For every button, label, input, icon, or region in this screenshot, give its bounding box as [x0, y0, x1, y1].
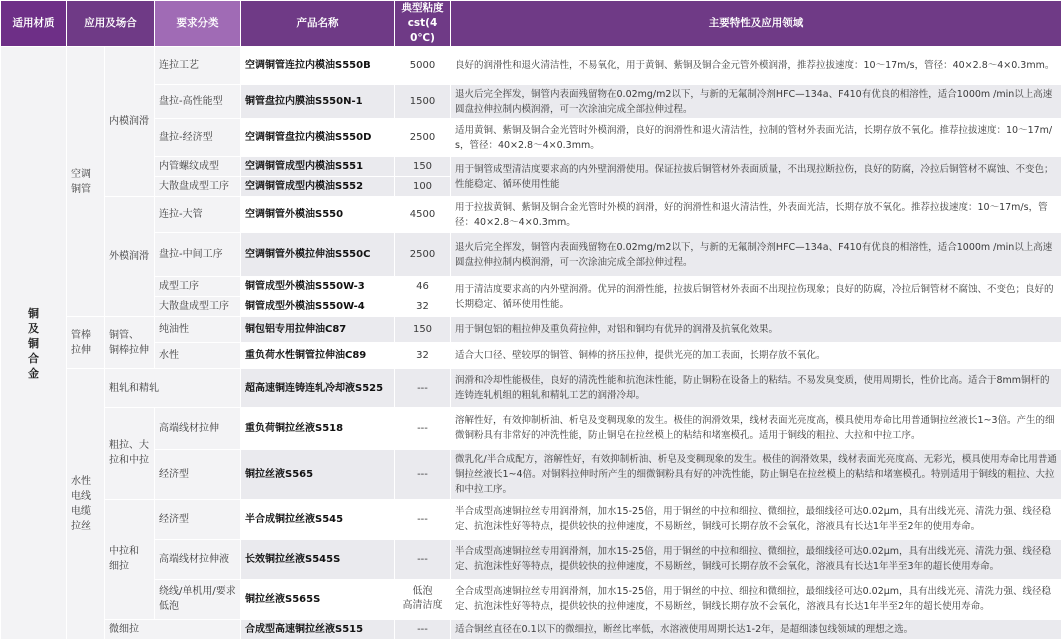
- product-name: 空调铜管盘拉内模油S550D: [241, 119, 395, 157]
- product-name: 铜管成型外模油S550W-4: [241, 297, 395, 317]
- feature-text: 润滑和冷却性能极佳，良好的清洗性能和抗泡沫性能，防止铜粉在设备上的粘结。不易发臭变质，使用周期长，性价比高。适合于8mm铜杆的连铸连轧机组的粗轧和精轧工艺的润滑冷却。: [451, 369, 1061, 407]
- header-application: 应用及场合: [67, 1, 155, 47]
- table-row: [1, 119, 1061, 157]
- product-name: 空调铜管外模拉伸油S550C: [241, 233, 395, 277]
- table-row: [1, 499, 1061, 539]
- viscosity-value: 1500: [395, 85, 451, 119]
- product-name: 重负荷铜拉丝液S518: [241, 407, 395, 449]
- group-coarse-drawing: 粗拉、大 拉和中拉: [105, 407, 155, 499]
- requirement-cell: 绕线/单机用/要求低泡: [155, 579, 241, 619]
- product-name: 半合成铜拉丝液S545: [241, 499, 395, 539]
- group-wire: 水性 电线 电缆 拉丝: [67, 369, 105, 640]
- requirement-cell: 高端线材拉伸: [155, 407, 241, 449]
- requirement-cell: 连拉-大管: [155, 197, 241, 233]
- product-name: 空调铜管外模油S550: [241, 197, 395, 233]
- table-row: [1, 539, 1061, 579]
- header-material: 适用材质: [1, 1, 67, 47]
- viscosity-value: 46: [395, 277, 451, 297]
- viscosity-value: 2500: [395, 233, 451, 277]
- group-outer-lubrication: 外模润滑: [105, 197, 155, 317]
- requirement-cell: 盘拉-经济型: [155, 119, 241, 157]
- requirement-cell: 盘拉-高性能型: [155, 85, 241, 119]
- table-row: [1, 233, 1061, 277]
- viscosity-value: ---: [395, 539, 451, 579]
- requirement-cell: 内管螺纹成型: [155, 157, 241, 177]
- feature-text: 适合铜丝直径在0.1以下的微细拉，断丝比率低，水溶液使用周期长达1-2年，是超细漆包线领域的理想之选。: [451, 619, 1061, 639]
- material-cell: 铜及铜合金: [1, 47, 67, 640]
- viscosity-value: 2500: [395, 119, 451, 157]
- viscosity-value: 32: [395, 297, 451, 317]
- requirement-cell: 盘拉-中间工序: [155, 233, 241, 277]
- feature-text: 用于拉拔黄铜、紫铜及铜合金光管时外模的润滑，好的润滑性和退火清洁性，外表面光洁，长期存放不氧化。推荐拉拔速度：10～17m/s，管径：40×2.8～4×0.3mm。: [451, 197, 1061, 233]
- viscosity-value: 32: [395, 343, 451, 369]
- feature-text: 微乳化/半合成配方，溶解性好，有效抑制析油、析皂及变稠现象的发生。极佳的润滑效果，线材表面光亮度高、无彩光，模具使用寿命比用普通铜拉丝液长1~4倍。对铜料拉伸时所产生的细微铜粉具有好的冲洗性能，防止铜皂在拉丝模上的粘结和堵塞模孔。特别适用于铜线的粗拉、大拉和中拉工序。: [451, 449, 1061, 499]
- table-row: [1, 47, 1061, 85]
- table-row: [1, 579, 1061, 619]
- table-row: [1, 407, 1061, 449]
- product-name: 铜拉丝液S565S: [241, 579, 395, 619]
- product-name: 长效铜拉丝液S545S: [241, 539, 395, 579]
- table-row: [1, 619, 1061, 639]
- table-row: [1, 369, 1061, 407]
- group-ac-tube: 空调 铜管: [67, 47, 105, 317]
- feature-text: 溶解性好，有效抑制析油、析皂及变稠现象的发生。极佳的润滑效果，线材表面光亮度高，模具使用寿命比用普通铜拉丝液长1~3倍。产生的细微铜粉具有非常好的冲洗性能，防止铜皂在拉丝模上的粘结和堵塞模孔。适用于铜线的粗拉、大拉和中拉工序。: [451, 407, 1061, 449]
- group-rod-sub: 铜管、 铜棒拉伸: [105, 317, 155, 369]
- feature-text: 半合成型高速铜拉丝专用润滑剂，加水15-25倍，用于铜丝的中拉和细拉、微细拉，最细线径可达0.02μm，具有出线光亮、清洗力强、线径稳定、抗泡沫性好等特点，提供较快的拉伸速度，不易断丝，铜线可长期存放不会氧化，溶液具有长达1年半至2年的使用寿命。: [451, 499, 1061, 539]
- product-name: 空调铜管成型内模油S552: [241, 177, 395, 197]
- group-mid-fine-drawing: 中拉和 细拉: [105, 499, 155, 619]
- feature-text: 半合成型高速铜拉丝专用润滑剂，加水15-25倍，用于铜丝的中拉和细拉、微细拉，最细线径可达0.02μm，具有出线光亮、清洗力强、线径稳定、抗泡沫性好等特点，提供较快的拉伸速度，不易断丝，铜线可长期存放不会氧化，溶液具有长达1年半至3年的超长使用寿命。: [451, 539, 1061, 579]
- table-row: [1, 317, 1061, 343]
- viscosity-value: ---: [395, 619, 451, 639]
- table-row: [1, 157, 1061, 177]
- viscosity-value: ---: [395, 407, 451, 449]
- viscosity-value: 4500: [395, 197, 451, 233]
- header-features: 主要特性及应用领域: [451, 1, 1061, 47]
- feature-text: 用于铜管成型清洁度要求高的内外壁润滑使用。保证拉拔后铜管材外表面质量，不出现拉断拉伤，良好的防腐，冷拉后铜管材不腐蚀、不变色；性能稳定、循环使用性能: [451, 157, 1061, 197]
- requirement-cell: 粗轧和精轧: [105, 369, 241, 407]
- product-name: 铜管成型外模油S550W-3: [241, 277, 395, 297]
- requirement-cell: 微细拉: [105, 619, 241, 639]
- viscosity-value: 150: [395, 157, 451, 177]
- product-name: 铜管盘拉内膜油S550N-1: [241, 85, 395, 119]
- header-row: [1, 1, 1061, 47]
- requirement-cell: 大散盘成型工序: [155, 297, 241, 317]
- viscosity-value: ---: [395, 449, 451, 499]
- table-row: [1, 277, 1061, 297]
- requirement-cell: 纯油性: [155, 317, 241, 343]
- requirement-cell: 成型工序: [155, 277, 241, 297]
- product-name: 空调铜管成型内模油S551: [241, 157, 395, 177]
- viscosity-value: 100: [395, 177, 451, 197]
- product-name: 铜拉丝液S565: [241, 449, 395, 499]
- product-name: 合成型高速铜拉丝液S515: [241, 619, 395, 639]
- feature-text: 良好的润滑性和退火清洁性，不易氧化，用于黄铜、紫铜及铜合金元管外模润滑，推荐拉拔速度：10～17m/s，管径：40×2.8～4×0.3mm。: [451, 47, 1061, 85]
- requirement-cell: 水性: [155, 343, 241, 369]
- product-name: 重负荷水性铜管拉伸油C89: [241, 343, 395, 369]
- viscosity-value: ---: [395, 499, 451, 539]
- requirement-cell: 经济型: [155, 449, 241, 499]
- header-requirement: 要求分类: [155, 1, 241, 47]
- header-viscosity: 典型粘度 cst(40℃): [395, 1, 451, 47]
- viscosity-value: 低泡 高清洁度: [395, 579, 451, 619]
- header-product: 产品名称: [241, 1, 395, 47]
- feature-text: 全合成型高速铜拉丝专用润滑剂，加水15-25倍，用于铜丝的中拉、细拉和微细拉，最细线径可达0.02μm，具有出线光亮、清洗力强、线径稳定、抗泡沫性好等特点，提供较快的拉伸速度，不易断丝，铜线长期存放不会氧化，溶液具有长达1年半至2年的超长使用寿命。: [451, 579, 1061, 619]
- product-name: 铜包铝专用拉伸油C87: [241, 317, 395, 343]
- group-rod: 管棒 拉伸: [67, 317, 105, 369]
- requirement-cell: 高端线材拉伸液: [155, 539, 241, 579]
- feature-text: 用于清洁度要求高的内外壁润滑。优异的润滑性能，拉拔后铜管材外表面不出现拉伤现象；良好的防腐，冷拉后铜管材不腐蚀、不变色；良好的长期稳定、循环使用性能。: [451, 277, 1061, 317]
- requirement-cell: 经济型: [155, 499, 241, 539]
- group-inner-lubrication: 内模润滑: [105, 47, 155, 197]
- requirement-cell: 连拉工艺: [155, 47, 241, 85]
- requirement-cell: 大散盘成型工序: [155, 177, 241, 197]
- table-row: [1, 343, 1061, 369]
- table-row: [1, 197, 1061, 233]
- feature-text: 退火后完全挥发，铜管内表面残留物在0.02mg/m2以下，与新的无氟制冷剂HFC—134a、F410有优良的相溶性，适合1000m /min以上高速圆盘拉伸拉制内模润滑，可一次涂油完成全部拉伸过程。: [451, 85, 1061, 119]
- table-row: [1, 449, 1061, 499]
- product-name: 超高速铜连铸连轧冷却液S525: [241, 369, 395, 407]
- feature-text: 用于铜包铝的粗拉伸及重负荷拉伸，对铝和铜均有优异的润滑及抗氧化效果。: [451, 317, 1061, 343]
- viscosity-value: 5000: [395, 47, 451, 85]
- table-row: [1, 85, 1061, 119]
- feature-text: 适合大口径、壁较厚的铜管、铜棒的挤压拉伸，提供光亮的加工表面，长期存放不氧化。: [451, 343, 1061, 369]
- viscosity-value: ---: [395, 369, 451, 407]
- viscosity-value: 150: [395, 317, 451, 343]
- product-name: 空调铜管连拉内模油S550B: [241, 47, 395, 85]
- feature-text: 适用黄铜、紫铜及铜合金光管时外模润滑，良好的润滑性和退火清洁性，拉制的管材外表面光洁，长期存放不氧化。推荐拉拔速度：10～17m/s，管径：40×2.8～4×0.3mm。: [451, 119, 1061, 157]
- feature-text: 退火后完全挥发，铜管内表面残留物在0.02mg/m2以下，与新的无氟制冷剂HFC—134a、F410有优良的相溶性，适合1000m /min以上高速圆盘拉伸拉制内模润滑，可一次涂油完成全部拉伸过程。: [451, 233, 1061, 277]
